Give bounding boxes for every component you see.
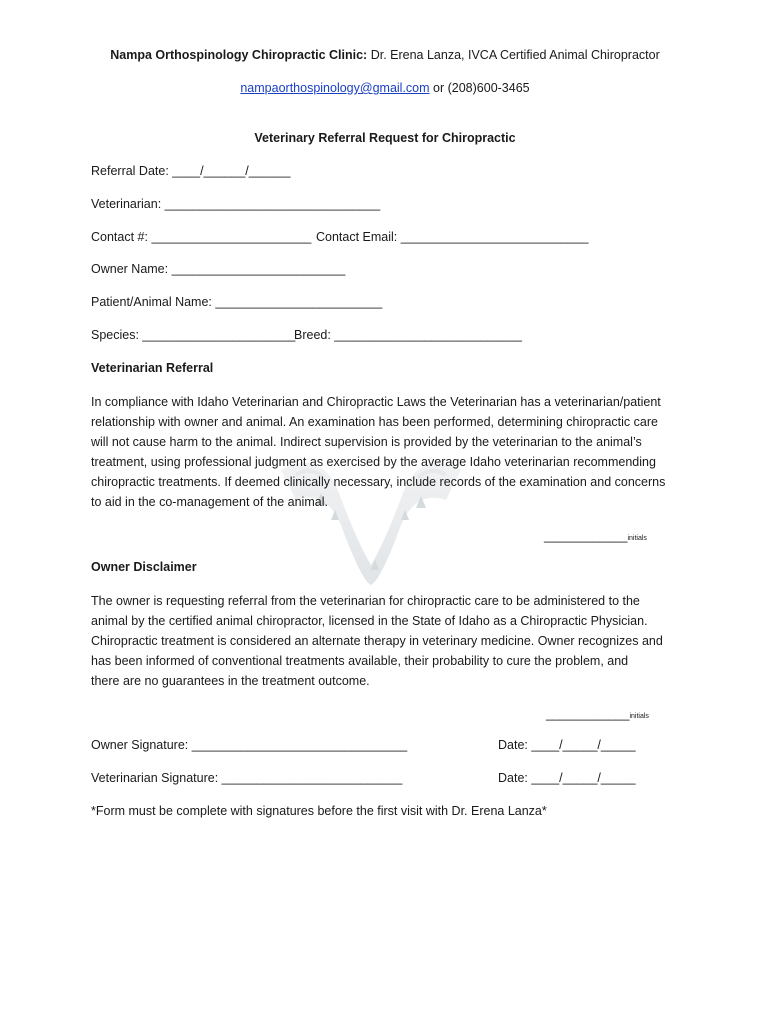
doctor-credentials: Dr. Erena Lanza, IVCA Certified Animal Chiropractor xyxy=(367,48,660,62)
contact-email-field[interactable]: Contact Email: ___________________________ xyxy=(316,230,589,244)
breed-field[interactable]: Breed: ___________________________ xyxy=(294,328,523,342)
referral-date-field[interactable]: Referral Date: ____/______/______ xyxy=(91,164,291,178)
owner-initials-field[interactable] xyxy=(546,707,649,721)
paragraph-line: to aid in the co-management of the animal. xyxy=(91,495,328,509)
veterinarian-field[interactable]: Veterinarian: _______________________________ xyxy=(91,197,381,211)
clinic-header xyxy=(0,48,770,62)
owner-disclaimer-heading: Owner Disclaimer xyxy=(91,560,197,574)
form-title: Veterinary Referral Request for Chiropractic xyxy=(254,131,516,145)
vet-date-field[interactable]: Date: ____/_____/_____ xyxy=(498,771,636,785)
contact-number-field[interactable]: Contact #: _______________________ xyxy=(91,230,312,244)
owner-signature-field[interactable]: Owner Signature: _______________________________ xyxy=(91,738,408,752)
initials-line: ____________ xyxy=(544,529,628,543)
paragraph-line: has been informed of conventional treatments available, their probability to cure the problem, and xyxy=(91,654,629,668)
initials-line: ____________ xyxy=(546,707,630,721)
paragraph-line: In compliance with Idaho Veterinarian and Chiropractic Laws the Veterinarian has a veterinarian/patient xyxy=(91,395,661,409)
paragraph-line: animal by the certified animal chiropractor, licensed in the State of Idaho as a Chiropractic Physician. xyxy=(91,614,648,628)
footer-note: *Form must be complete with signatures before the first visit with Dr. Erena Lanza* xyxy=(91,804,547,818)
vet-referral-paragraph xyxy=(91,392,683,512)
vet-initials-field[interactable] xyxy=(544,529,647,543)
initials-label: initials xyxy=(627,535,647,542)
paragraph-line: relationship with owner and animal. An examination has been performed, determining chiropractic care xyxy=(91,415,658,429)
paragraph-line: will not cause harm to the animal. Indirect supervision is provided by the veterinarian to the animal’s xyxy=(91,435,642,449)
paragraph-line: chiropractic treatments. If deemed clinically necessary, include records of the examination and concerns xyxy=(91,475,666,489)
email-link[interactable]: nampaorthospinology@gmail.com xyxy=(240,81,430,95)
contact-line xyxy=(0,81,770,95)
phone-number: or (208)600-3465 xyxy=(429,81,530,95)
owner-date-field[interactable]: Date: ____/_____/_____ xyxy=(498,738,636,752)
patient-name-field[interactable]: Patient/Animal Name: ________________________ xyxy=(91,295,383,309)
paragraph-line: Chiropractic treatment is considered an alternate therapy in veterinary medicine. Owner recognizes and xyxy=(91,634,663,648)
paragraph-line: there are no guarantees in the treatment outcome. xyxy=(91,674,370,688)
vet-referral-heading: Veterinarian Referral xyxy=(91,361,214,375)
owner-name-field[interactable]: Owner Name: _________________________ xyxy=(91,262,346,276)
species-field[interactable]: Species: ______________________ xyxy=(91,328,296,342)
clinic-name: Nampa Orthospinology Chiropractic Clinic: xyxy=(110,48,368,62)
vet-signature-field[interactable]: Veterinarian Signature: __________________________ xyxy=(91,771,403,785)
owner-disclaimer-paragraph xyxy=(91,591,683,691)
paragraph-line: treatment, using professional judgment as exercised by the average Idaho veterinarian recommending xyxy=(91,455,656,469)
initials-label: initials xyxy=(629,713,649,720)
paragraph-line: The owner is requesting referral from the veterinarian for chiropractic care to be administered to the xyxy=(91,594,640,608)
